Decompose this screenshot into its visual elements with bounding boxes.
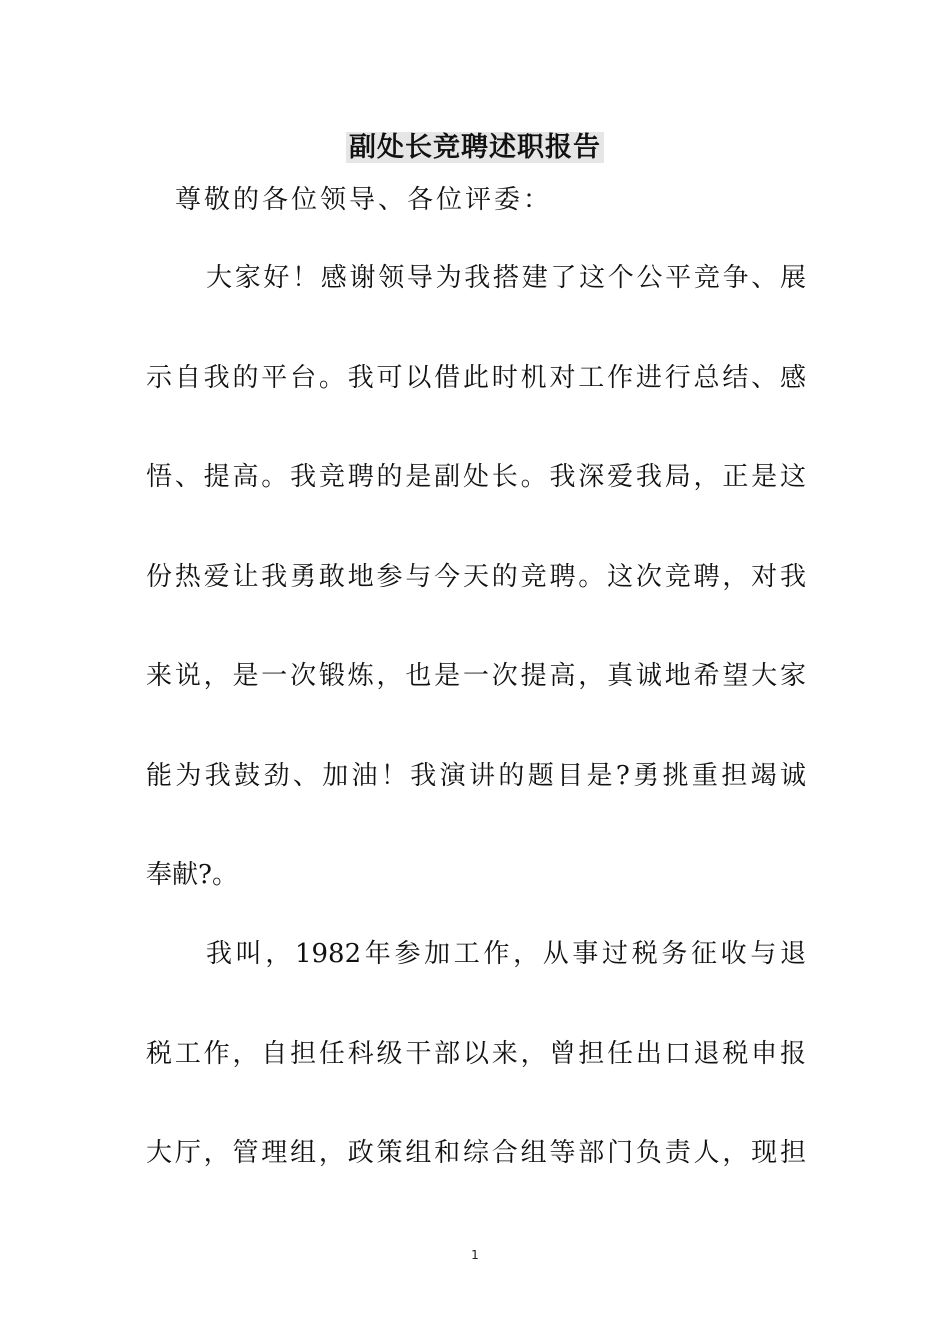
paragraph-line: 我叫，1982年参加工作，从事过税务征收与退 [206,939,806,969]
paragraph-line: 示自我的平台。我可以借此时机对工作进行总结、感 [146,363,806,393]
paragraph-line: 奉献?。 [146,860,238,890]
paragraph-line: 大家好！感谢领导为我搭建了这个公平竞争、展 [206,263,806,293]
document-title [0,128,950,168]
paragraph-line: 份热爱让我勇敢地参与今天的竞聘。这次竞聘，对我 [146,562,806,592]
paragraph-line: 悟、提高。我竞聘的是副处长。我深爱我局，正是这 [146,462,806,492]
paragraph-line: 能为我鼓劲、加油！我演讲的题目是?勇挑重担竭诚 [146,761,806,791]
paragraph-line: 大厅，管理组，政策组和综合组等部门负责人，现担 [146,1138,806,1168]
document-title-text: 副处长竞聘述职报告 [346,132,604,163]
paragraph-line: 来说，是一次锻炼，也是一次提高，真诚地希望大家 [146,661,806,691]
salutation: 尊敬的各位领导、各位评委： [175,185,553,215]
paragraph-line: 税工作，自担任科级干部以来，曾担任出口退税申报 [146,1039,806,1069]
page-number: 1 [471,1248,479,1262]
